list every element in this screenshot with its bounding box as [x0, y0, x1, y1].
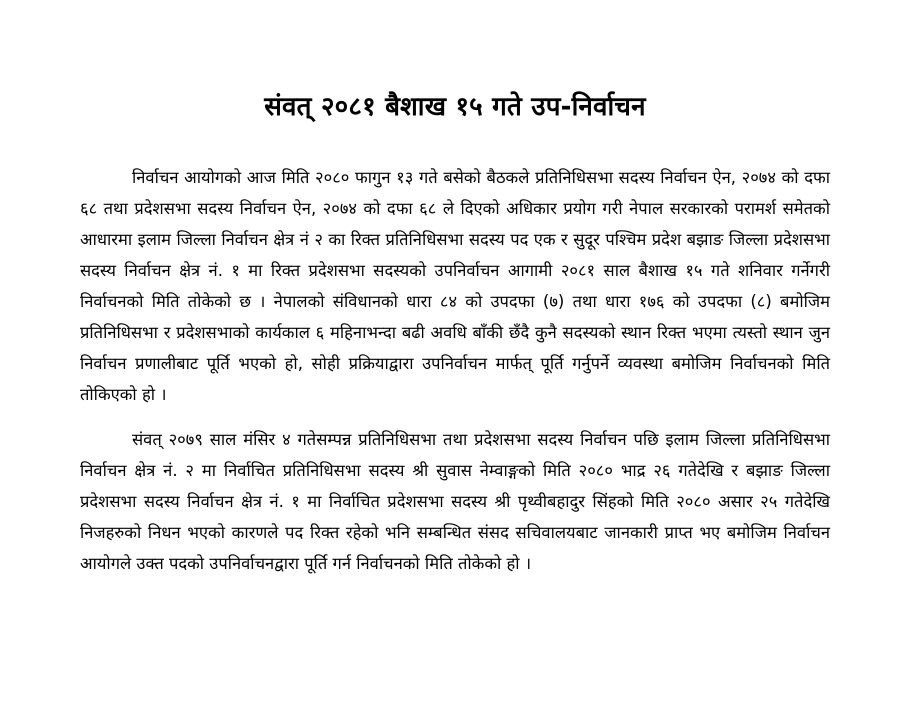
document-page: [80, 0, 830, 579]
paragraph-vacancy-reason: संवत् २०७९ साल मंसिर ४ गतेसम्पन्न प्रतिनिधिसभा तथा प्रदेशसभा सदस्य निर्वाचन पछि इलाम जिल्ला प्रतिनिधिसभा निर्वाचन क्षेत्र नं. २ मा निर्वाचित प्रतिनिधिसभा सदस्य श्री सुवास नेम्वाङ्गको मिति २०८० भाद्र २६ गतेदेखि र बझाङ जिल्ला प्रदेशसभा सदस्य निर्वाचन क्षेत्र नं. १ मा निर्वाचित प्रदेशसभा सदस्य श्री पृथ्वीबहादुर सिंहको मिति २०८० असार २५ गतेदेखि निजहरुको निधन भएको कारणले पद रिक्त रहेको भनि सम्बन्धित संसद सचिवालयबाट जानकारी प्राप्त भए बमोजिम निर्वाचन आयोगले उक्त पदको उपनिर्वाचनद्वारा पूर्ति गर्न निर्वाचनको मिति तोकेको हो ।: [80, 430, 830, 573]
paragraph-election-date-announcement: निर्वाचन आयोगको आज मिति २०८० फागुन १३ गते बसेको बैठकले प्रतिनिधिसभा सदस्य निर्वाचन ऐन, २०७४ को दफा ६८ तथा प्रदेशसभा सदस्य निर्वाचन ऐन, २०७४ को दफा ६८ ले दिएको अधिकार प्रयोग गरी नेपाल सरकारको परामर्श समेतको आधारमा इलाम जिल्ला निर्वाचन क्षेत्र नं २ का रिक्त प्रतिनिधिसभा सदस्य पद एक र सुदूर पश्चिम प्रदेश बझाङ जिल्ला प्रदेशसभा सदस्य निर्वाचन क्षेत्र नं. १ मा रिक्त प्रदेशसभा सदस्यको उपनिर्वाचन आगामी २०८१ साल बैशाख १५ गते शनिवार गर्नेगरी निर्वाचनको मिति तोकेको छ । नेपालको संविधानको धारा ८४ को उपदफा (७) तथा धारा १७६ को उपदफा (८) बमोजिम प्रतिनिधिसभा र प्रदेशसभाको कार्यकाल ६ महिनाभन्दा बढी अवधि बाँकी छँदै कुनै सदस्यको स्थान रिक्त भएमा त्यस्तो स्थान जुन निर्वाचन प्रणालीबाट पूर्ति भएको हो, सोही प्रक्रियाद्वारा उपनिर्वाचन मार्फत् पूर्ति गर्नुपर्ने व्यवस्था बमोजिम निर्वाचनको मिति तोकिएको हो ।: [80, 168, 830, 404]
document-title: संवत् २०८१ बैशाख १५ गते उप-निर्वाचन: [264, 92, 646, 122]
